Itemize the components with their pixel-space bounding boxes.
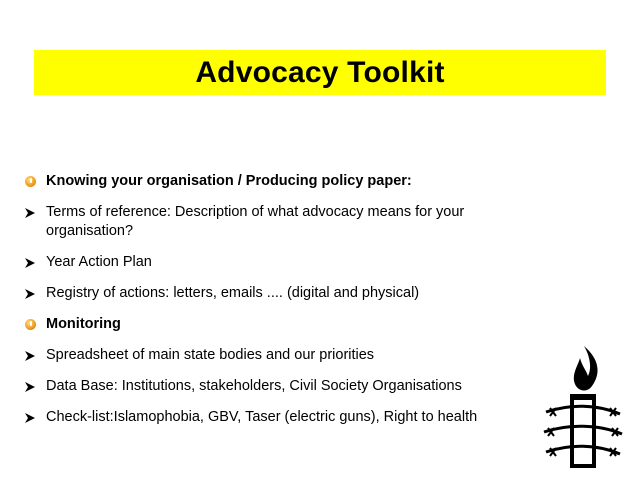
list-item-text: Spreadsheet of main state bodies and our priorities <box>46 347 375 363</box>
list-item-text: Check-list:Islamophobia, GBV, Taser (electric guns), Right to health <box>46 409 478 425</box>
list-item-text: Registry of actions: letters, emails .... (digital and physical) <box>46 285 420 301</box>
slide-title: Advocacy Toolkit <box>195 55 445 89</box>
list-item <box>24 315 544 334</box>
list-item-text: Terms of reference: Description of what advocacy means for your organisation? <box>46 204 465 239</box>
list-item <box>24 346 544 365</box>
list-item <box>24 284 544 303</box>
list-item <box>24 408 544 427</box>
candle-barbed-wire-icon <box>540 342 626 472</box>
arrow-bullet-icon <box>24 203 46 222</box>
list-item-text: Knowing your organisation / Producing policy paper: <box>46 173 412 189</box>
list-item <box>24 203 544 241</box>
orange-dot-icon <box>24 172 46 191</box>
list-item <box>24 172 544 191</box>
arrow-bullet-icon <box>24 284 46 303</box>
title-banner <box>34 50 606 95</box>
orange-dot-icon <box>24 315 46 334</box>
arrow-bullet-icon <box>24 253 46 272</box>
arrow-bullet-icon <box>24 377 46 396</box>
list-item <box>24 253 544 272</box>
arrow-bullet-icon <box>24 408 46 427</box>
content-list <box>24 172 544 439</box>
list-item-text: Monitoring <box>46 316 121 332</box>
list-item <box>24 377 544 396</box>
list-item-text: Data Base: Institutions, stakeholders, Civil Society Organisations <box>46 378 462 394</box>
list-item-text: Year Action Plan <box>46 254 152 270</box>
arrow-bullet-icon <box>24 346 46 365</box>
